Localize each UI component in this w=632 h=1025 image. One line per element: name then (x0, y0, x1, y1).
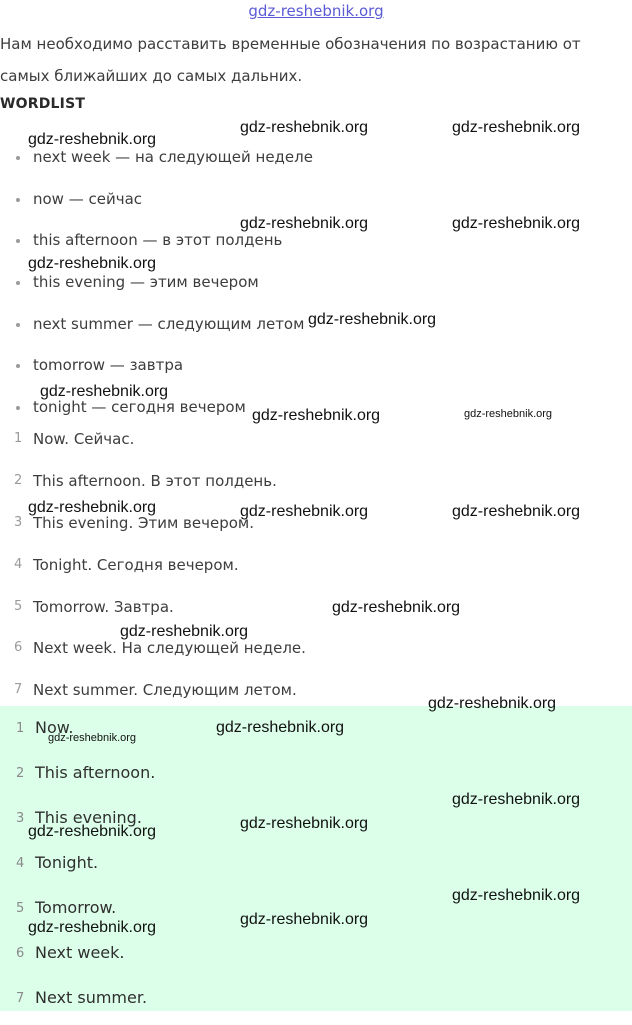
answer-item-text: Next summer. (35, 988, 148, 1007)
item-number: 7 (14, 682, 23, 698)
answer-item-text: This afternoon. (35, 763, 156, 782)
watermark: gdz-reshebnik.org (452, 791, 581, 808)
bullet-icon (16, 281, 20, 285)
item-number: 4 (14, 556, 23, 572)
answer-item (0, 935, 155, 980)
ordered-item-text: This evening. Этим вечером. (33, 513, 254, 532)
wordlist-item (0, 307, 313, 349)
item-number: 3 (16, 811, 25, 826)
watermark: gdz-reshebnik.org (28, 919, 157, 936)
watermark: gdz-reshebnik.org (240, 215, 369, 232)
wordlist-title: WORDLIST (0, 96, 86, 112)
item-number: 5 (14, 598, 23, 614)
ordered-list (0, 422, 306, 715)
watermark: gdz-reshebnik.org (240, 815, 369, 832)
watermark: gdz-reshebnik.org (120, 623, 249, 640)
item-number: 6 (16, 946, 25, 961)
wordlist-item-text: now — сейчас (33, 189, 143, 208)
ordered-item-text: Now. Сейчас. (33, 430, 135, 448)
watermark: gdz-reshebnik.org (308, 311, 437, 328)
watermark: gdz-reshebnik.org (452, 215, 581, 232)
item-number: 1 (16, 721, 25, 736)
wordlist-item-text: next summer — следующим летом (33, 314, 305, 333)
watermark: gdz-reshebnik.org (240, 911, 369, 928)
item-number: 5 (16, 901, 25, 916)
wordlist-item-text: tomorrow — завтра (33, 356, 184, 375)
item-number: 3 (14, 514, 23, 530)
watermark: gdz-reshebnik.org (28, 131, 157, 148)
watermark: gdz-reshebnik.org (40, 383, 169, 400)
answer-item (0, 755, 155, 800)
item-number: 1 (14, 431, 23, 446)
answer-list (0, 710, 155, 1025)
ordered-item (0, 548, 306, 590)
wordlist-item-text: next week — на следующей неделе (33, 148, 313, 166)
bullet-icon (16, 364, 20, 368)
watermark: gdz-reshebnik.org (28, 823, 157, 840)
watermark: gdz-reshebnik.org (428, 695, 557, 712)
watermark: gdz-reshebnik.org (240, 503, 369, 520)
answer-item-text: Tonight. (35, 853, 99, 872)
ordered-item-text: Tonight. Сегодня вечером. (33, 555, 239, 574)
item-number: 7 (16, 991, 25, 1006)
ordered-item (0, 422, 306, 464)
wordlist-item-text: tonight — сегодня вечером (33, 398, 246, 417)
item-number: 6 (14, 640, 23, 656)
answer-item (0, 980, 155, 1025)
watermark: gdz-reshebnik.org (28, 255, 157, 272)
answer-item-text: Now. (35, 718, 74, 737)
watermark: gdz-reshebnik.org (48, 732, 137, 744)
watermark: gdz-reshebnik.org (452, 119, 581, 136)
bullet-icon (16, 239, 20, 243)
bullet-icon (16, 156, 20, 160)
watermark: gdz-reshebnik.org (464, 408, 553, 420)
answer-box (0, 706, 632, 1011)
item-number: 2 (16, 766, 25, 781)
watermark: gdz-reshebnik.org (252, 407, 381, 424)
watermark: gdz-reshebnik.org (332, 599, 461, 616)
item-number: 2 (14, 472, 23, 488)
bullet-icon (16, 323, 20, 327)
answer-item-text: This evening. (35, 808, 142, 827)
answer-item-text: Tomorrow. (35, 898, 117, 917)
site-link[interactable]: gdz-reshebnik.org (248, 2, 384, 20)
answer-item-text: Next week. (35, 943, 125, 962)
watermark: gdz-reshebnik.org (216, 719, 345, 736)
ordered-item-text: Next summer. Следующим летом. (33, 681, 297, 700)
intro-paragraph: Нам необходимо расставить временные обозначения по возрастанию от самых ближайших до самых дальних. (0, 35, 581, 85)
wordlist-item-text: this evening — этим вечером (33, 273, 259, 292)
wordlist-item-text: this afternoon — в этот полдень (33, 231, 283, 250)
ordered-item-text: This afternoon. В этот полдень. (33, 471, 277, 490)
watermark: gdz-reshebnik.org (452, 503, 581, 520)
ordered-item-text: Next week. На следующей неделе. (33, 639, 306, 658)
bullet-icon (16, 198, 20, 202)
watermark: gdz-reshebnik.org (452, 887, 581, 904)
bullet-icon (16, 406, 20, 410)
item-number: 4 (16, 856, 25, 871)
watermark: gdz-reshebnik.org (28, 499, 157, 516)
answer-item (0, 845, 155, 890)
watermark: gdz-reshebnik.org (240, 119, 369, 136)
ordered-item-text: Tomorrow. Завтра. (33, 597, 174, 616)
